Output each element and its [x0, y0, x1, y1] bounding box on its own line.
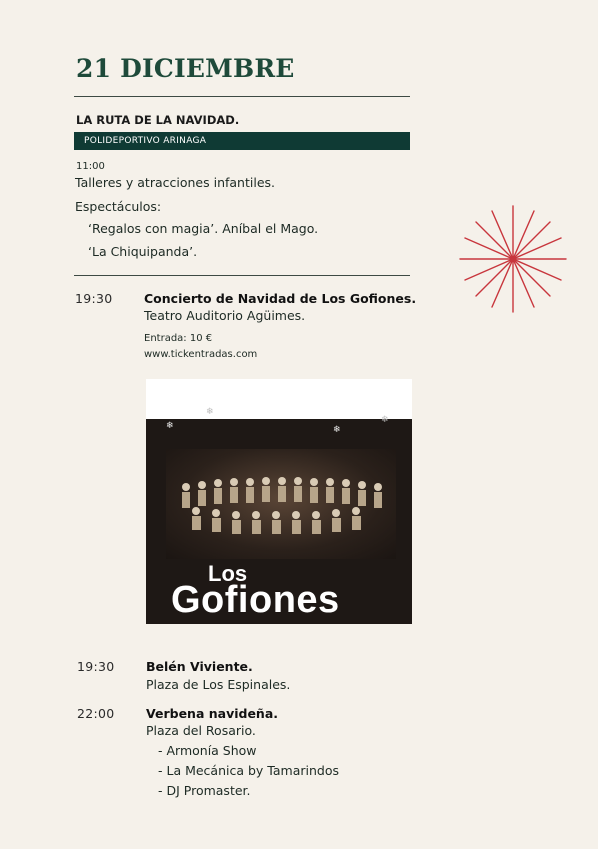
- event-title: Verbena navideña.: [146, 706, 279, 721]
- act-item: - DJ Promaster.: [158, 783, 251, 798]
- section-line: Espectáculos:: [75, 199, 162, 214]
- section-line: Talleres y atracciones infantiles.: [75, 175, 275, 190]
- act-item: - Armonía Show: [158, 743, 257, 758]
- poster-brand-bottom: Gofiones: [171, 579, 340, 621]
- show-item: ‘La Chiquipanda’.: [88, 244, 198, 259]
- choir-photo: [166, 449, 396, 559]
- poster-snow-band: [146, 379, 412, 419]
- venue-bar: POLIDEPORTIVO ARINAGA: [74, 132, 410, 150]
- divider: [74, 275, 410, 276]
- poster-brand-top: Los: [208, 561, 248, 586]
- starburst-icon: [458, 204, 568, 314]
- event-time: 19:30: [75, 291, 113, 306]
- snowflake-icon: ❄: [166, 421, 174, 431]
- event-place: Plaza de Los Espinales.: [146, 677, 291, 692]
- snowflake-icon: ❄: [381, 415, 389, 425]
- page-title: 21 DICIEMBRE: [76, 54, 295, 83]
- event-url[interactable]: www.tickentradas.com: [144, 349, 258, 360]
- event-place: Teatro Auditorio Agüimes.: [144, 308, 306, 323]
- divider: [74, 96, 410, 97]
- section-time: 11:00: [76, 161, 105, 172]
- show-item: ‘Regalos con magia’. Aníbal el Mago.: [88, 221, 319, 236]
- snowflake-icon: ❄: [333, 425, 341, 435]
- event-title: Belén Viviente.: [146, 659, 253, 674]
- event-price: Entrada: 10 €: [144, 333, 213, 344]
- event-title: Concierto de Navidad de Los Gofiones.: [144, 291, 417, 306]
- act-item: - La Mecánica by Tamarindos: [158, 763, 339, 778]
- event-time: 19:30: [77, 659, 115, 674]
- snowflake-icon: ❄: [206, 407, 214, 417]
- event-place: Plaza del Rosario.: [146, 723, 256, 738]
- event-time: 22:00: [77, 706, 115, 721]
- section-title: LA RUTA DE LA NAVIDAD.: [76, 113, 240, 127]
- concert-poster: [146, 379, 412, 624]
